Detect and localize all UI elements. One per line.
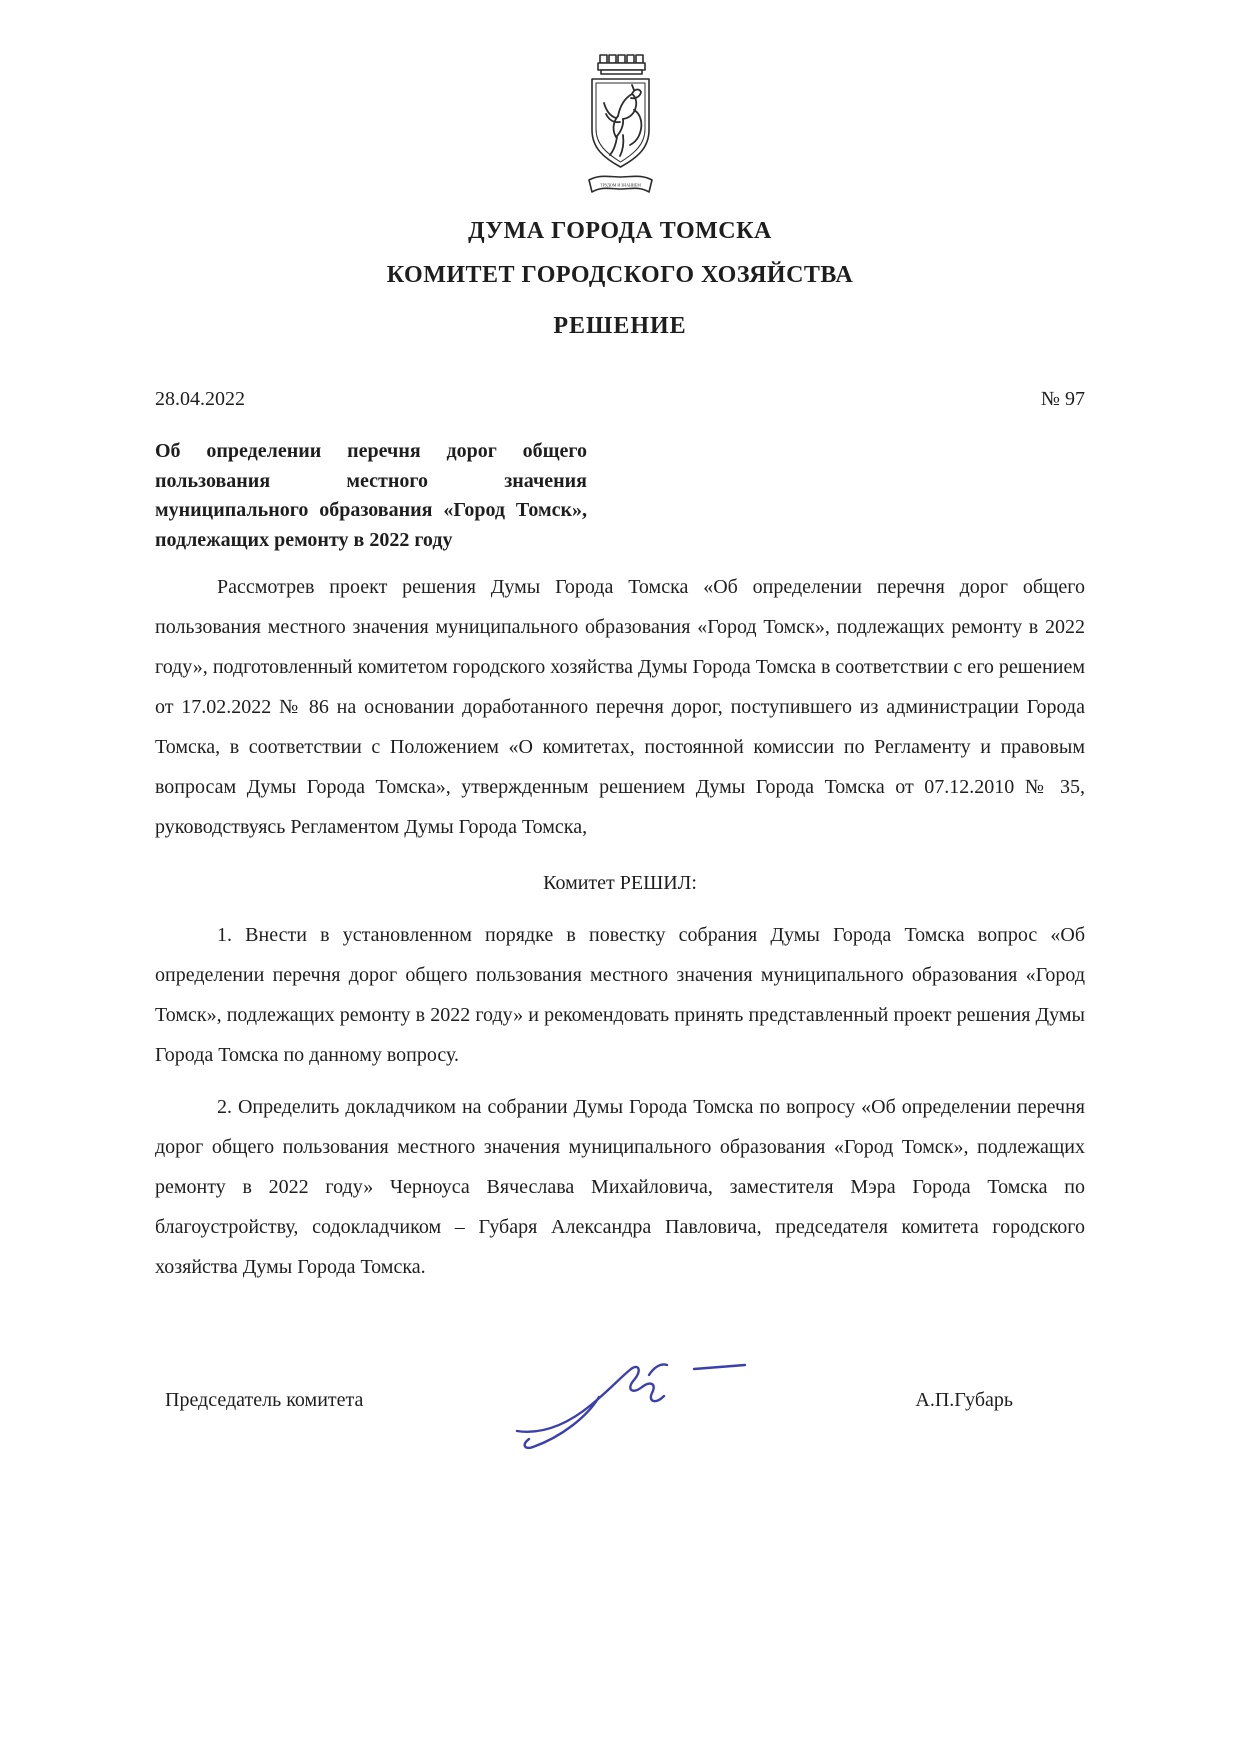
crest-motto: ТРУДОМ И ЗНАНИЕМ xyxy=(600,182,641,188)
date-number-row xyxy=(155,388,1085,411)
signer-title: Председатель комитета xyxy=(165,1388,364,1411)
document-type-title: РЕШЕНИЕ xyxy=(553,313,687,339)
resolve-heading: Комитет РЕШИЛ: xyxy=(543,872,697,895)
document-subject: Об определении перечня дорог общего пользования местного значения муниципального образования «Город Томск», подлежащих ремонту в 2022 году xyxy=(155,440,587,551)
resolution-item-1: 1. Внести в установленном порядке в повестку собрания Думы Города Томска вопрос «Об определении перечня дорог общего пользования местного значения муниципального образования «Город Томск», подлежащих ремонту в 2022 году» и рекомендовать принять представленный проект решения Думы Города Томска по данному вопросу. xyxy=(155,924,1085,1067)
committee-name: КОМИТЕТ ГОРОДСКОГО ХОЗЯЙСТВА xyxy=(386,262,854,288)
resolution-item-2: 2. Определить докладчиком на собрании Думы Города Томска по вопросу «Об определении перечня дорог общего пользования местного значения муниципального образования «Город Томск», подлежащих ремонту в 2022 году» Черноуса Вячеслава Михайловича, заместителя Мэра Города Томска по благоустройству, содокладчиком – Губаря Александра Павловича, председателя комитета городского хозяйства Думы Города Томска. xyxy=(155,1096,1085,1279)
signer-name: А.П.Губарь xyxy=(915,1388,1013,1411)
signature-block xyxy=(155,1345,1085,1455)
organization-name: ДУМА ГОРОДА ТОМСКА xyxy=(468,218,772,244)
tomsk-coat-of-arms-icon xyxy=(155,52,1085,204)
document-number: № 97 xyxy=(1040,388,1085,410)
handwritten-signature xyxy=(363,1335,915,1455)
document-date: 28.04.2022 xyxy=(155,388,245,410)
preamble-paragraph: Рассмотрев проект решения Думы Города Томска «Об определении перечня дорог общего пользования местного значения муниципального образования «Город Томск», подлежащих ремонту в 2022 году», подготовленный комитетом городского хозяйства Думы Города Томска в соответствии с его решением от 17.02.2022 № 86 на основании доработанного перечня дорог, поступившего из администрации Города Томска, в соответствии с Положением «О комитетах, постоянной комиссии по Регламенту и правовым вопросам Думы Города Томска», утвержденным решением Думы Города Томска от 07.12.2010 № 35, руководствуясь Регламентом Думы Города Томска, xyxy=(155,576,1085,839)
